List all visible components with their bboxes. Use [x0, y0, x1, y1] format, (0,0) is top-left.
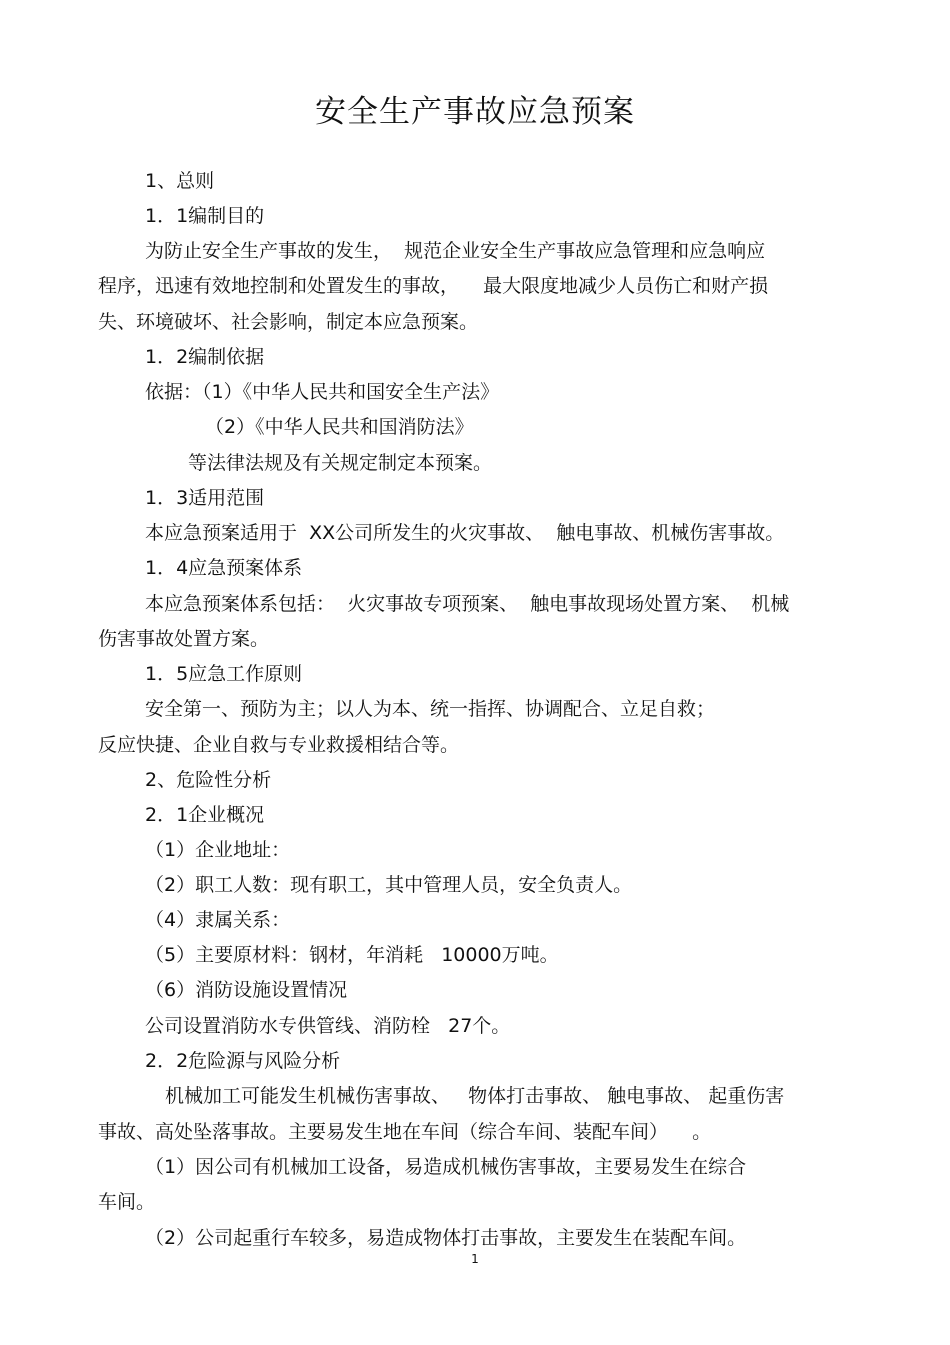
paragraph-line: 本应急预案适用于 XX公司所发生的火灾事故、 触电事故、机械伤害事故。	[145, 522, 785, 544]
document-title: 安全生产事故应急预案	[315, 94, 635, 130]
heading-1-5-principles: 1．5应急工作原则	[145, 663, 303, 685]
paragraph-line: 公司设置消防水专供管线、消防栓 27个。	[145, 1015, 511, 1037]
paragraph-line: 为防止安全生产事故的发生， 规范企业安全生产事故应急管理和应急响应	[145, 240, 766, 262]
paragraph-line: 本应急预案体系包括： 火灾事故专项预案、 触电事故现场处置方案、 机械	[145, 593, 790, 615]
heading-2-risk-analysis: 2、危险性分析	[145, 769, 272, 791]
heading-1-3-scope: 1．3适用范围	[145, 487, 265, 509]
heading-1-1-purpose: 1．1编制目的	[145, 205, 265, 227]
list-item: （4）隶属关系：	[145, 909, 291, 931]
heading-2-2-hazards: 2．2危险源与风险分析	[145, 1050, 341, 1072]
heading-1-general: 1、总则	[145, 170, 215, 192]
heading-2-1-overview: 2．1企业概况	[145, 804, 265, 826]
list-item: （5）主要原材料：钢材，年消耗 10000万吨。	[145, 944, 559, 966]
paragraph-line: 程序，迅速有效地控制和处置发生的事故， 最大限度地减少人员伤亡和财产损	[98, 275, 769, 297]
list-item: （1）因公司有机械加工设备，易造成机械伤害事故，主要易发生在综合	[145, 1156, 747, 1178]
paragraph-line: 安全第一、预防为主；以人为本、统一指挥、协调配合、立足自救；	[145, 698, 716, 720]
paragraph-line: 失、环境破坏、社会影响，制定本应急预案。	[98, 311, 479, 333]
paragraph-line: 反应快捷、企业自救与专业救援相结合等。	[98, 734, 460, 756]
page-number: 1	[471, 1252, 479, 1266]
paragraph-line: 伤害事故处置方案。	[98, 628, 270, 650]
paragraph-line: 车间。	[98, 1191, 156, 1213]
paragraph-line: 依据：（1）《中华人民共和国安全生产法》	[145, 381, 500, 403]
paragraph-line: （2）《中华人民共和国消防法》	[205, 416, 474, 438]
heading-1-4-system: 1．4应急预案体系	[145, 557, 303, 579]
list-item: （1）企业地址：	[145, 839, 291, 861]
list-item: （6）消防设施设置情况	[145, 979, 348, 1001]
list-item: （2）公司起重行车较多，易造成物体打击事故，主要发生在装配车间。	[145, 1227, 747, 1249]
heading-1-2-basis: 1．2编制依据	[145, 346, 265, 368]
paragraph-line: 等法律法规及有关规定制定本预案。	[188, 452, 493, 474]
paragraph-line: 事故、高处坠落事故。主要易发生地在车间（综合车间、装配车间） 。	[98, 1121, 712, 1143]
paragraph-line: 机械加工可能发生机械伤害事故、 物体打击事故、 触电事故、 起重伤害	[165, 1085, 785, 1107]
list-item: （2）职工人数：现有职工，其中管理人员，安全负责人。	[145, 874, 633, 896]
